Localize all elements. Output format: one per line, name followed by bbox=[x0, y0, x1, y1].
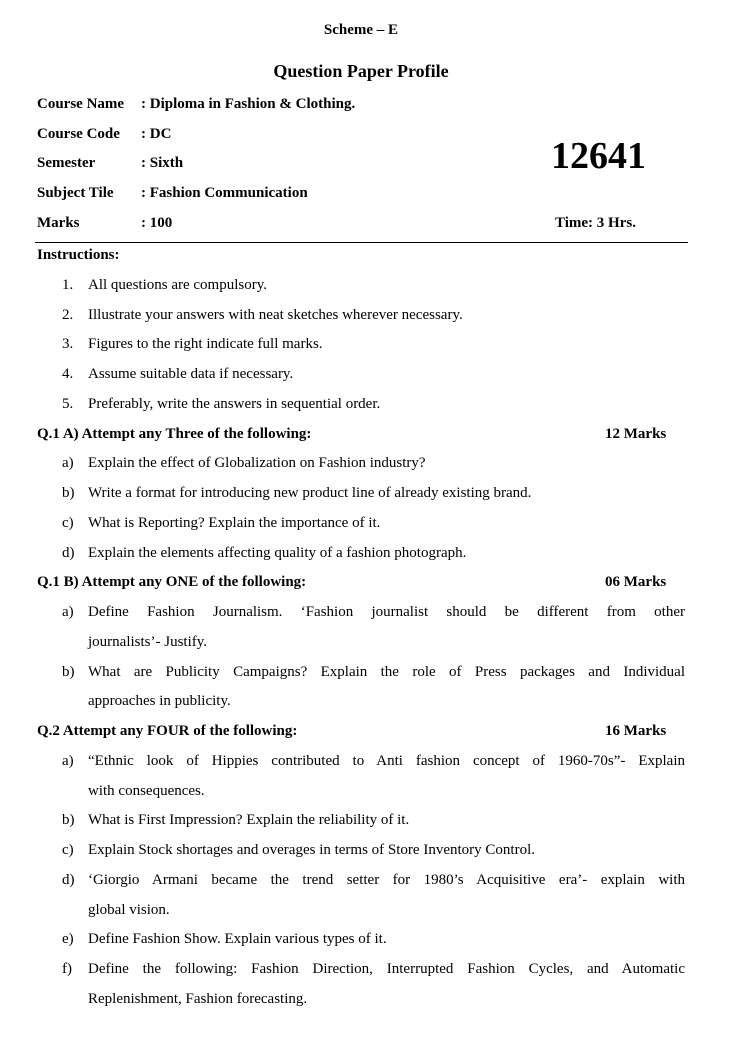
question-item: ‘Giorgio Armani became the trend setter for 1980’s Acquisitive era’- explain with bbox=[88, 872, 685, 888]
instructions-heading: Instructions: bbox=[37, 247, 120, 263]
subject-label: Subject Tile bbox=[37, 185, 114, 201]
list-item-number: 1. bbox=[62, 277, 74, 293]
question-letter: c) bbox=[62, 842, 74, 858]
question-item: What is First Impression? Explain the reliability of it. bbox=[88, 812, 410, 828]
question-letter: e) bbox=[62, 931, 74, 947]
question-heading: Q.2 Attempt any FOUR of the following: bbox=[37, 723, 298, 739]
question-letter: c) bbox=[62, 515, 74, 531]
time-duration: Time: 3 Hrs. bbox=[555, 215, 636, 231]
list-item-number: 3. bbox=[62, 336, 74, 352]
question-item: Write a format for introducing new product line of already existing brand. bbox=[88, 485, 532, 501]
question-letter: b) bbox=[62, 485, 75, 501]
list-item: Assume suitable data if necessary. bbox=[88, 366, 294, 382]
question-letter: d) bbox=[62, 872, 75, 888]
question-item: Define the following: Fashion Direction, Interrupted Fashion Cycles, and Automatic bbox=[88, 961, 685, 977]
list-item-number: 4. bbox=[62, 366, 74, 382]
scheme-label: Scheme – E bbox=[323, 22, 399, 38]
question-item: What is Reporting? Explain the importance of it. bbox=[88, 515, 381, 531]
question-letter: a) bbox=[62, 753, 74, 769]
header-divider bbox=[35, 242, 688, 243]
subject-value: : Fashion Communication bbox=[141, 185, 308, 201]
question-letter: a) bbox=[62, 604, 74, 620]
paper-code: 12641 bbox=[551, 135, 646, 177]
list-item-number: 2. bbox=[62, 307, 74, 323]
semester-label: Semester bbox=[37, 155, 96, 171]
question-letter: b) bbox=[62, 664, 75, 680]
question-marks: 16 Marks bbox=[605, 723, 667, 739]
question-marks: 06 Marks bbox=[605, 574, 667, 590]
question-letter: a) bbox=[62, 455, 74, 471]
question-marks: 12 Marks bbox=[605, 426, 667, 442]
list-item: All questions are compulsory. bbox=[88, 277, 267, 293]
question-heading: Q.1 A) Attempt any Three of the following: bbox=[37, 426, 312, 442]
question-item-continued: Replenishment, Fashion forecasting. bbox=[88, 991, 308, 1007]
question-item-continued: approaches in publicity. bbox=[88, 693, 231, 709]
question-item-continued: global vision. bbox=[88, 902, 170, 918]
question-letter: b) bbox=[62, 812, 75, 828]
question-item: Define Fashion Journalism. ‘Fashion journalist should be different from other bbox=[88, 604, 685, 620]
list-item: Preferably, write the answers in sequential order. bbox=[88, 396, 381, 412]
course-code-value: : DC bbox=[141, 126, 172, 142]
marks-label: Marks bbox=[37, 215, 80, 231]
question-item-continued: with consequences. bbox=[88, 783, 205, 799]
question-letter: f) bbox=[62, 961, 72, 977]
marks-value: : 100 bbox=[141, 215, 173, 231]
question-letter: d) bbox=[62, 545, 75, 561]
course-code-label: Course Code bbox=[37, 126, 120, 142]
question-item: Define Fashion Show. Explain various types of it. bbox=[88, 931, 387, 947]
course-name-value: : Diploma in Fashion & Clothing. bbox=[141, 96, 356, 112]
semester-value: : Sixth bbox=[141, 155, 184, 171]
page-title: Question Paper Profile bbox=[273, 61, 449, 81]
question-item: Explain Stock shortages and overages in terms of Store Inventory Control. bbox=[88, 842, 535, 858]
question-heading: Q.1 B) Attempt any ONE of the following: bbox=[37, 574, 307, 590]
course-name-label: Course Name bbox=[37, 96, 125, 112]
list-item-number: 5. bbox=[62, 396, 74, 412]
question-item: “Ethnic look of Hippies contributed to Anti fashion concept of 1960-70s”- Explain bbox=[88, 753, 685, 769]
question-item: Explain the elements affecting quality of a fashion photograph. bbox=[88, 545, 467, 561]
question-item: Explain the effect of Globalization on Fashion industry? bbox=[88, 455, 426, 471]
list-item: Illustrate your answers with neat sketches wherever necessary. bbox=[88, 307, 463, 323]
question-item: What are Publicity Campaigns? Explain the role of Press packages and Individual bbox=[88, 664, 685, 680]
list-item: Figures to the right indicate full marks. bbox=[88, 336, 323, 352]
question-item-continued: journalists’- Justify. bbox=[88, 634, 208, 650]
